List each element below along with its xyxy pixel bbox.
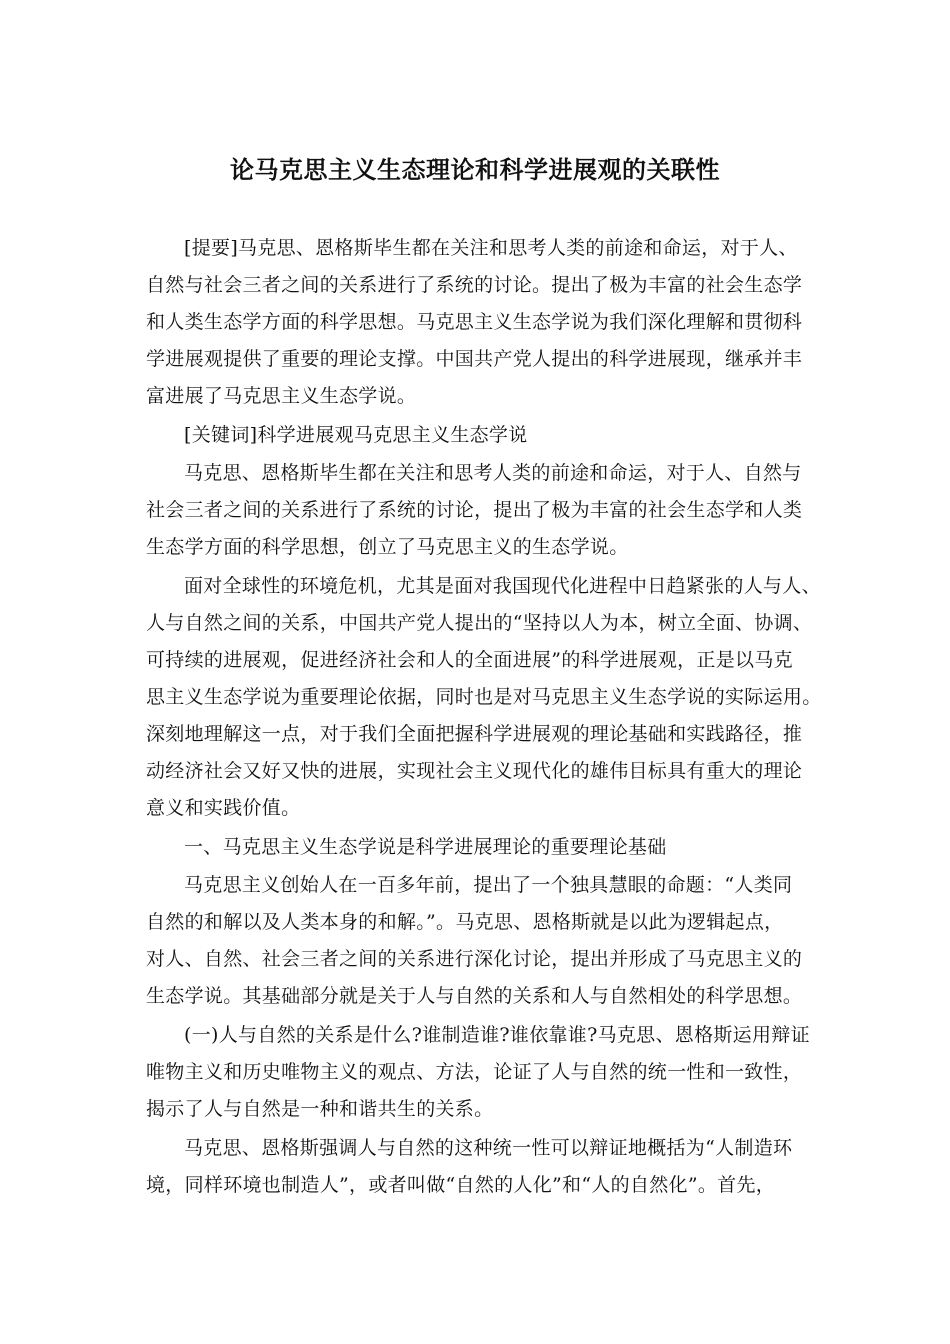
paragraph-line: 思主义生态学说为重要理论依据，同时也是对马克思主义生态学说的实际运用。 (146, 686, 822, 708)
paragraph-line: 动经济社会又好又快的进展，实现社会主义现代化的雄伟目标具有重大的理论 (146, 760, 803, 782)
abstract-line-5: 富进展了马克思主义生态学说。 (146, 385, 417, 407)
paragraph-line: 社会三者之间的关系进行了系统的讨论，提出了极为丰富的社会生态学和人类 (146, 499, 803, 521)
paragraph-line: 马克思、恩格斯毕生都在关注和思考人类的前途和命运，对于人、自然与 (184, 462, 802, 484)
abstract-line-2: 自然与社会三者之间的关系进行了系统的讨论。提出了极为丰富的社会生态学 (146, 274, 803, 296)
paragraph-line: 生态学说。其基础部分就是关于人与自然的关系和人与自然相处的科学思想。 (146, 985, 803, 1007)
paragraph-line: 人与自然之间的关系，中国共产党人提出的“坚持以人为本，树立全面、协调、 (146, 612, 813, 634)
paragraph-line: 马克思、恩格斯强调人与自然的这种统一性可以辩证地概括为“人制造环 (184, 1137, 793, 1159)
paragraph-line: 境，同样环境也制造人”，或者叫做“自然的人化”和“人的自然化”。首先， (146, 1174, 776, 1196)
abstract-line-4: 学进展观提供了重要的理论支撑。中国共产党人提出的科学进展现，继承并丰 (146, 348, 803, 370)
paragraph-line: 马克思主义创始人在一百多年前，提出了一个独具慧眼的命题：“人类同 (184, 874, 793, 896)
paragraph-line: 意义和实践价值。 (146, 797, 301, 819)
paragraph-line: 揭示了人与自然是一种和谐共生的关系。 (146, 1098, 494, 1120)
paragraph-line: 面对全球性的环境危机，尤其是面对我国现代化进程中日趋紧张的人与人、 (184, 575, 821, 597)
paragraph-line: 可持续的进展观，促进经济社会和人的全面进展”的科学进展观，正是以马克 (146, 649, 793, 671)
paragraph-line: 对人、自然、社会三者之间的关系进行深化讨论，提出并形成了马克思主义的 (146, 948, 803, 970)
paragraph-line: 生态学方面的科学思想，创立了马克思主义的生态学说。 (146, 536, 629, 558)
keywords-line: [关键词]科学进展观马克思主义生态学说 (184, 424, 528, 446)
section-heading: 一、马克思主义生态学说是科学进展理论的重要理论基础 (184, 836, 667, 858)
paragraph-line: (一)人与自然的关系是什么?谁制造谁?谁依靠谁?马克思、恩格斯运用辩证 (184, 1024, 810, 1046)
paragraph-line: 自然的和解以及人类本身的和解。”。马克思、恩格斯就是以此为逻辑起点， (146, 911, 784, 933)
abstract-line-1: [提要]马克思、恩格斯毕生都在关注和思考人类的前途和命运，对于人、 (184, 237, 798, 259)
paragraph-line: 深刻地理解这一点，对于我们全面把握科学进展观的理论基础和实践路径，推 (146, 723, 803, 745)
paragraph-line: 唯物主义和历史唯物主义的观点、方法，论证了人与自然的统一性和一致性， (146, 1061, 803, 1083)
document-title: 论马克思主义生态理论和科学进展观的关联性 (230, 155, 720, 184)
abstract-line-3: 和人类生态学方面的科学思想。马克思主义生态学说为我们深化理解和贯彻科 (146, 311, 803, 333)
